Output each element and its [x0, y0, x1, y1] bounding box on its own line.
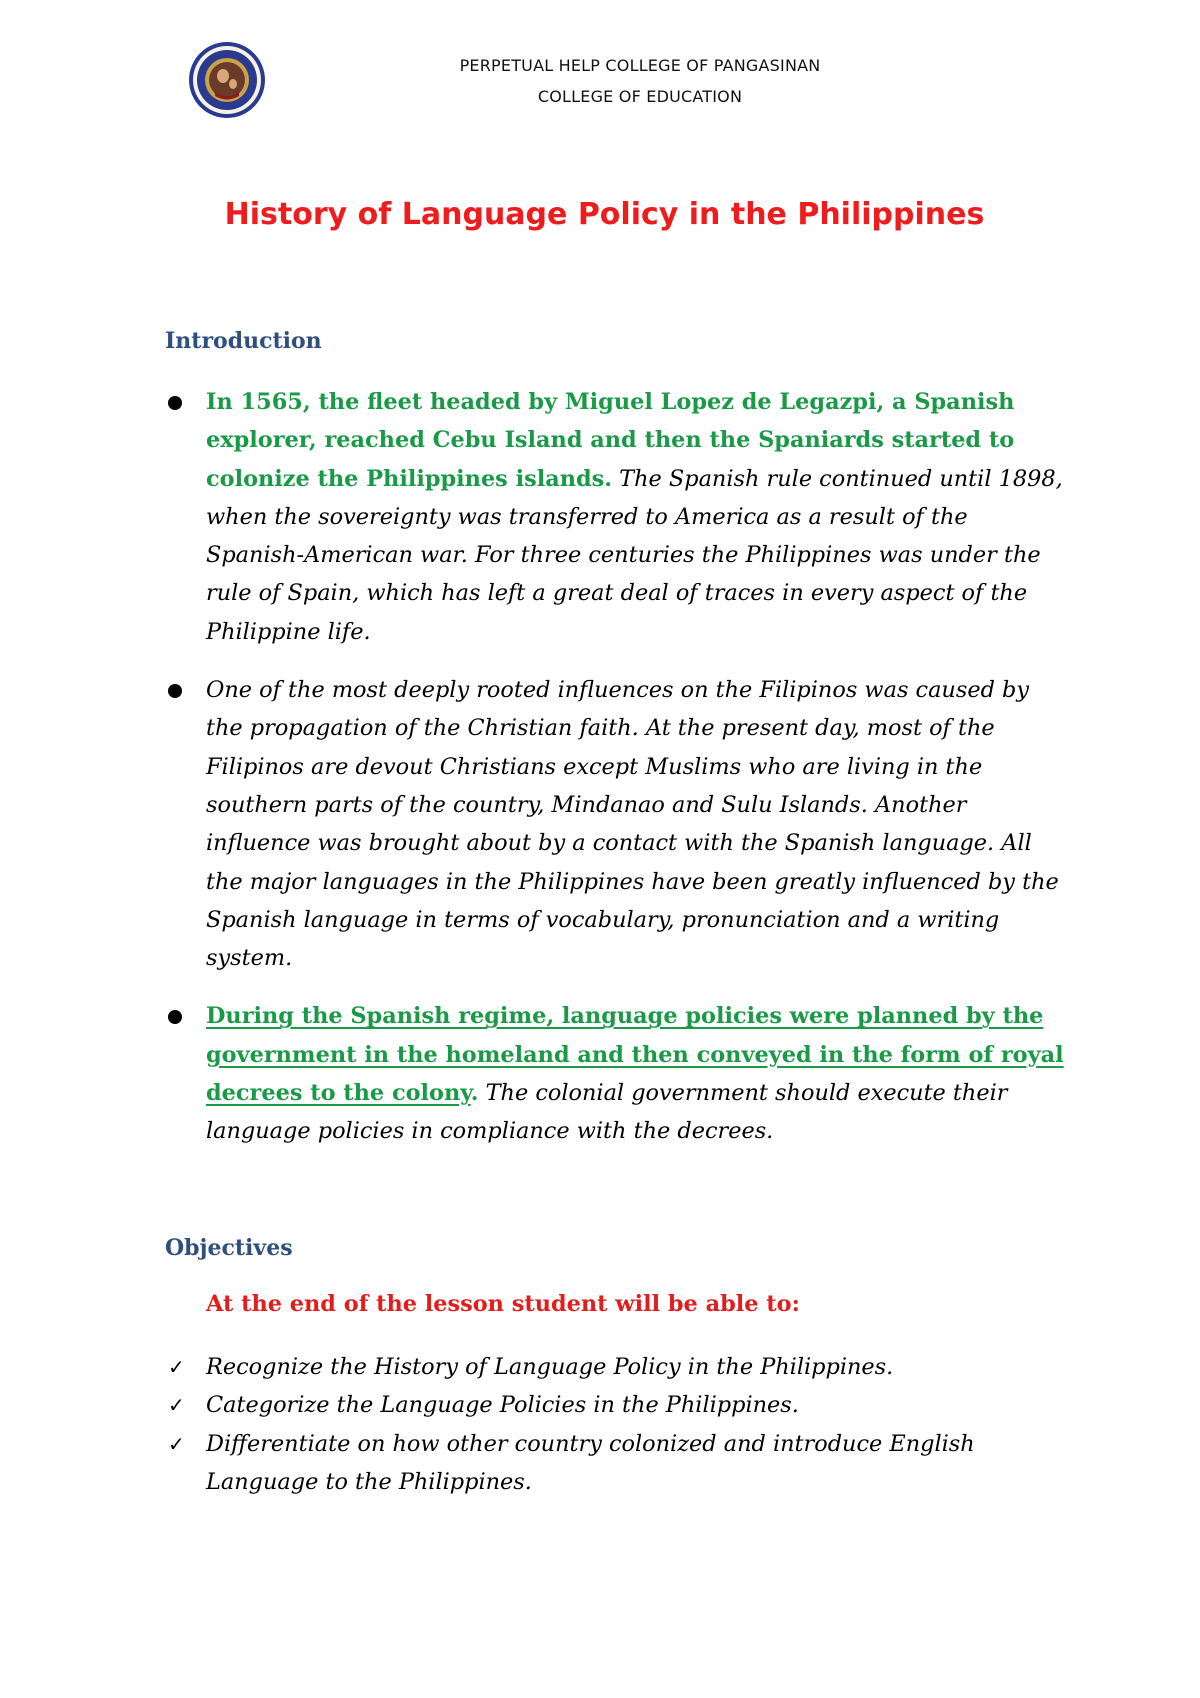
- objective-text: Differentiate on how other country colonized and introduce English Language to the Philippines.: [206, 1430, 975, 1495]
- bullet-dot-icon: [168, 1010, 182, 1024]
- checkmark-icon: ✓: [168, 1393, 185, 1418]
- objective-item: [168, 1425, 1068, 1502]
- objectives-heading: Objectives: [165, 1235, 293, 1261]
- bullet-dot-icon: [168, 684, 182, 698]
- checkmark-icon: ✓: [168, 1431, 185, 1456]
- introduction-list: [165, 383, 1065, 1171]
- department-name: COLLEGE OF EDUCATION: [537, 87, 743, 106]
- bullet-emphasis-end: .: [604, 465, 613, 492]
- page-title: History of Language Policy in the Philippines: [224, 197, 985, 232]
- college-name: PERPETUAL HELP COLLEGE OF PANGASINAN: [459, 56, 821, 75]
- checkmark-icon: ✓: [168, 1355, 185, 1379]
- intro-bullet-2: [165, 671, 1065, 977]
- objective-text: Recognize the History of Language Policy in the Philippines.: [206, 1354, 894, 1380]
- bullet-emphasis: In 1565, the fleet headed by Miguel Lopez de Legazpi, a Spanish explorer, reached Cebu Island and then the Spaniards started to colonize the Philippines islands: [206, 389, 1015, 492]
- college-seal-logo: [187, 40, 267, 120]
- bullet-text: The Spanish rule continued until 1898, when the sovereignty was transferred to America as a result of the Spanish-American war. For three centuries the Philippines was under the rule of Spain, which has left a great deal of traces in every aspect of the Philippine life.: [206, 465, 1063, 645]
- seal-logo-icon: [187, 40, 267, 120]
- bullet-text: The colonial government should execute their language policies in compliance with the decrees.: [206, 1080, 1008, 1145]
- objectives-list: [168, 1348, 1068, 1501]
- intro-bullet-1: [165, 383, 1065, 651]
- introduction-heading: Introduction: [165, 328, 322, 354]
- bullet-text: One of the most deeply rooted influences on the Filipinos was caused by the propagation of the Christian faith. At the present day, most of the Filipinos are devout Christians except Muslims who are living in the southern parts of the country, Mindanao and Sulu Islands. Another influence was brought about by a contact with the Spanish language. All the major languages in the Philippines have been greatly influenced by the Spanish language in terms of vocabulary, pronunciation and a writing system.: [206, 677, 1059, 972]
- bullet-emphasis-end: .: [470, 1080, 479, 1107]
- bullet-dot-icon: [168, 396, 182, 410]
- objective-item: [168, 1386, 1068, 1424]
- objective-text: Categorize the Language Policies in the Philippines.: [206, 1392, 799, 1419]
- objective-item: [168, 1348, 1068, 1386]
- intro-bullet-3: [165, 997, 1065, 1150]
- objectives-lead: At the end of the lesson student will be able to:: [206, 1291, 800, 1317]
- bullet-emphasis: During the Spanish regime, language policies were planned by the government in the homeland and then conveyed in the form of royal decrees to the colony: [206, 1003, 1064, 1107]
